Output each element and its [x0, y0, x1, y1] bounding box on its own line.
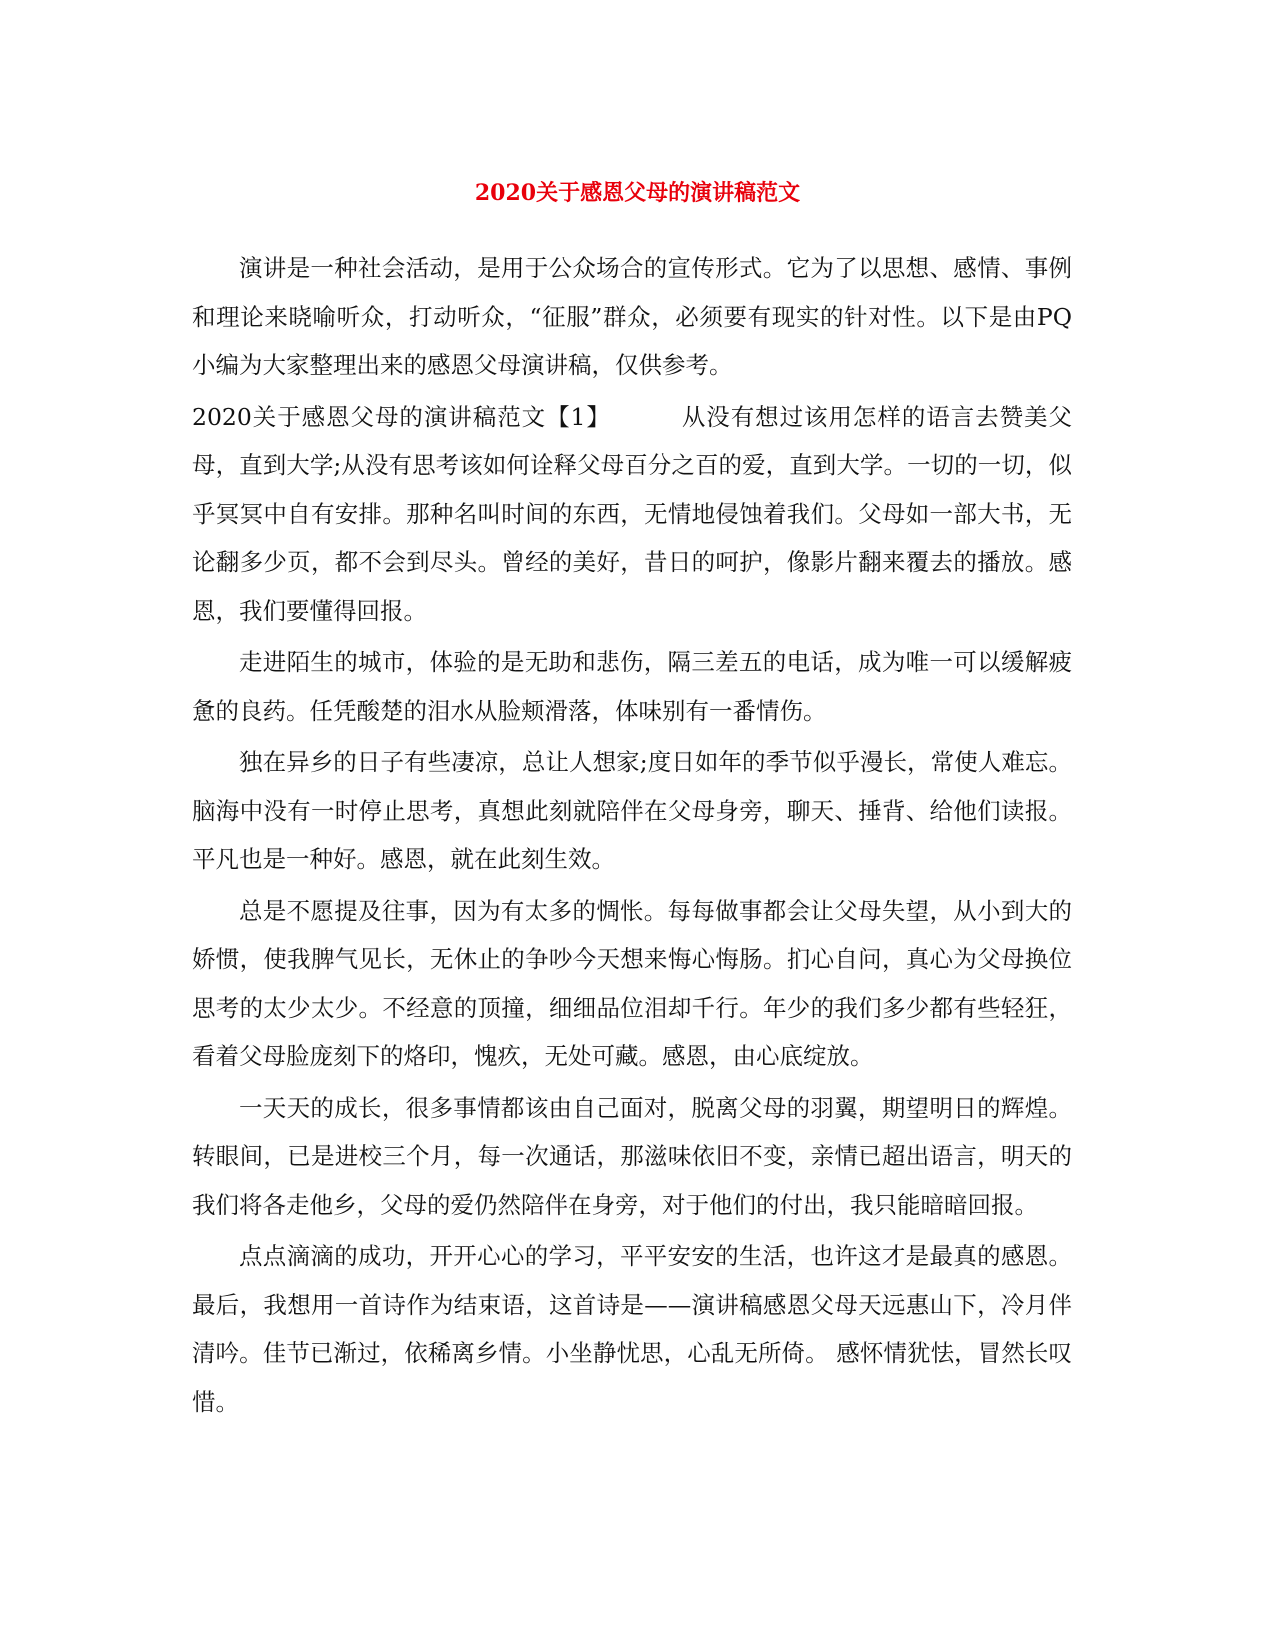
document-title: 2020关于感恩父母的演讲稿范文 — [474, 180, 801, 206]
body-paragraph: 点点滴滴的成功，开开心心的学习，平平安安的生活，也许这才是最真的感恩。最后，我想用一首诗作为结束语，这首诗是——演讲稿感恩父母天远惠山下，冷月伴清吟。佳节已渐过，依稀离乡情。小坐静忧思，心乱无所倚。 感怀情犹怯，冒然长叹惜。 — [192, 1242, 1072, 1416]
body-paragraph: 走进陌生的城市，体验的是无助和悲伤，隔三差五的电话，成为唯一可以缓解疲惫的良药。任凭酸楚的泪水从脸颊滑落，体味别有一番情伤。 — [192, 648, 1072, 725]
body-paragraph: 一天天的成长，很多事情都该由自己面对，脱离父母的羽翼，期望明日的辉煌。转眼间，已是进校三个月，每一次通话，那滋味依旧不变，亲情已超出语言，明天的我们将各走他乡，父母的爱仍然陪伴在身旁，对于他们的付出，我只能暗暗回报。 — [192, 1093, 1072, 1219]
intro-paragraph: 演讲是一种社会活动，是用于公众场合的宣传形式。它为了以思想、感情、事例和理论来晓喻听众，打动听众，“征服”群众，必须要有现实的针对性。以下是由PQ小编为大家整理出来的感恩父母演讲稿，仅供参考。 — [192, 254, 1072, 379]
body-paragraph: 总是不愿提及往事，因为有太多的惆怅。每每做事都会让父母失望，从小到大的娇惯，使我脾气见长，无休止的争吵今天想来悔心悔肠。扪心自问，真心为父母换位思考的太少太少。不经意的顶撞，细细品位泪却千行。年少的我们多少都有些轻狂，看着父母脸庞刻下的烙印，愧疚，无处可藏。感恩，由心底绽放。 — [192, 896, 1072, 1070]
section-first-paragraph — [192, 393, 1072, 636]
body-paragraph: 独在异乡的日子有些凄凉，总让人想家;度日如年的季节似乎漫长，常使人难忘。脑海中没有一时停止思考，真想此刻就陪伴在父母身旁，聊天、捶背、给他们读报。平凡也是一种好。感恩，就在此刻生效。 — [192, 748, 1072, 873]
section-first-text: 从没有想过该用怎样的语言去赞美父母，直到大学;从没有思考该如何诠释父母百分之百的爱，直到大学。一切的一切，似乎冥冥中自有安排。那种名叫时间的东西，无情地侵蚀着我们。父母如一部大书，无论翻多少页，都不会到尽头。曾经的美好，昔日的呵护，像影片翻来覆去的播放。感恩，我们要懂得回报。 — [192, 402, 1072, 625]
document-body — [192, 244, 1072, 1429]
section-heading: 2020关于感恩父母的演讲稿范文【1】 — [192, 402, 611, 431]
